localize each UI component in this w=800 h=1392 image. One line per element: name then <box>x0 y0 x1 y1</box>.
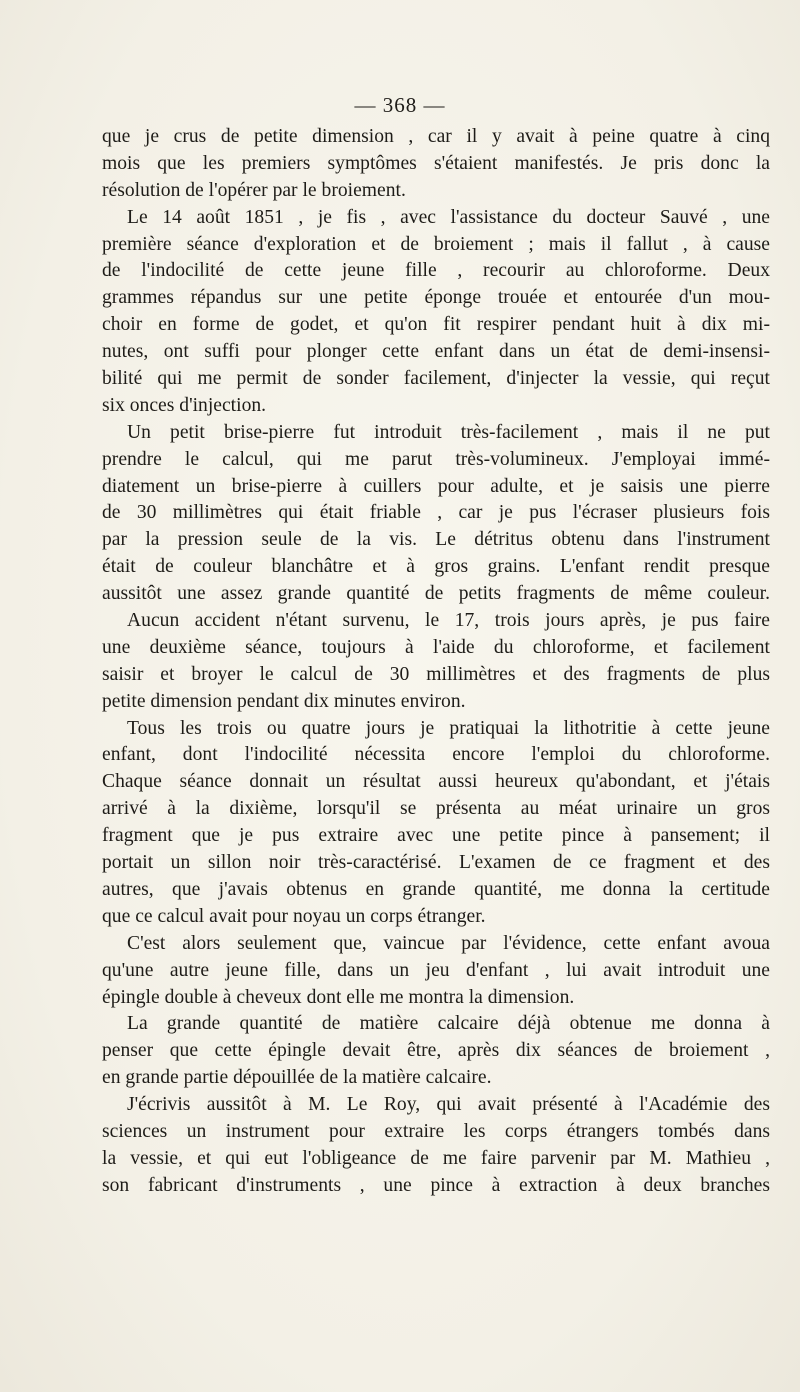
text-line: en grande partie dépouillée de la matière calcaire. <box>102 1067 492 1089</box>
text-line: penser que cette épingle devait être, après dix séances de broiement , <box>102 1040 770 1062</box>
text-line: de 30 millimètres qui était friable , car je pus l'écraser plusieurs fois <box>102 502 770 524</box>
text-line: Chaque séance donnait un résultat aussi heureux qu'abondant, et j'étais <box>102 771 770 793</box>
text-line: six onces d'injection. <box>102 394 267 416</box>
text-line: Aucun accident n'étant survenu, le 17, trois jours après, je pus faire <box>127 610 770 632</box>
text-line: la vessie, et qui eut l'obligeance de me faire parvenir par M. Mathieu , <box>102 1147 770 1169</box>
text-line: arrivé à la dixième, lorsqu'il se présenta au méat urinaire un gros <box>102 798 770 820</box>
text-line: était de couleur blanchâtre et à gros grains. L'enfant rendit presque <box>102 556 770 578</box>
text-line: portait un sillon noir très-caractérisé. L'examen de ce fragment et des <box>102 852 770 874</box>
text-line: mois que les premiers symptômes s'étaient manifestés. Je pris donc la <box>102 152 770 174</box>
text-line: qu'une autre jeune fille, dans un jeu d'enfant , lui avait introduit une <box>102 959 770 981</box>
text-line: fragment que je pus extraire avec une petite pince à pansement; il <box>102 825 770 847</box>
text-line: épingle double à cheveux dont elle me montra la dimension. <box>102 986 575 1008</box>
text-line: autres, que j'avais obtenus en grande quantité, me donna la certitude <box>102 878 770 900</box>
page-number: — 368 — <box>354 93 446 117</box>
text-line: C'est alors seulement que, vaincue par l'évidence, cette enfant avoua <box>127 932 770 954</box>
text-line: première séance d'exploration et de broiement ; mais il fallut , à cause <box>102 233 770 255</box>
text-line: grammes répandus sur une petite éponge trouée et entourée d'un mou- <box>102 287 770 309</box>
text-line: La grande quantité de matière calcaire déjà obtenue me donna à <box>127 1013 770 1035</box>
text-line: choir en forme de godet, et qu'on fit respirer pendant huit à dix mi- <box>102 314 770 336</box>
text-line: par la pression seule de la vis. Le détritus obtenu dans l'instrument <box>102 529 770 551</box>
text-line: Un petit brise-pierre fut introduit très-facilement , mais il ne put <box>127 421 770 443</box>
text-line: prendre le calcul, qui me parut très-volumineux. J'employai immé- <box>102 448 770 470</box>
text-line: Tous les trois ou quatre jours je pratiquai la lithotritie à cette jeune <box>127 717 770 739</box>
text-line: diatement un brise-pierre à cuillers pour adulte, et je saisis une pierre <box>102 475 770 497</box>
body-text <box>102 124 770 1200</box>
text-line: nutes, ont suffi pour plonger cette enfant dans un état de demi-insensi- <box>102 341 770 363</box>
text-line: petite dimension pendant dix minutes environ. <box>102 690 466 712</box>
text-line: résolution de l'opérer par le broiement. <box>102 179 406 201</box>
text-line: saisir et broyer le calcul de 30 millimètres et des fragments de plus <box>102 663 770 685</box>
text-line: Le 14 août 1851 , je fis , avec l'assistance du docteur Sauvé , une <box>127 206 770 228</box>
text-line: son fabricant d'instruments , une pince à extraction à deux branches <box>102 1174 770 1196</box>
text-line: sciences un instrument pour extraire les corps étrangers tombés dans <box>102 1120 770 1142</box>
text-line: une deuxième séance, toujours à l'aide du chloroforme, et facilement <box>102 636 770 658</box>
text-line: enfant, dont l'indocilité nécessita encore l'emploi du chloroforme. <box>102 744 770 766</box>
text-line: bilité qui me permit de sonder facilement, d'injecter la vessie, qui reçut <box>102 368 770 390</box>
text-line: J'écrivis aussitôt à M. Le Roy, qui avait présenté à l'Académie des <box>127 1094 770 1116</box>
text-line: aussitôt une assez grande quantité de petits fragments de même couleur. <box>102 583 770 605</box>
text-line: de l'indocilité de cette jeune fille , recourir au chloroforme. Deux <box>102 260 770 282</box>
text-line: que ce calcul avait pour noyau un corps étranger. <box>102 905 486 927</box>
text-line: que je crus de petite dimension , car il y avait à peine quatre à cinq <box>102 126 770 147</box>
